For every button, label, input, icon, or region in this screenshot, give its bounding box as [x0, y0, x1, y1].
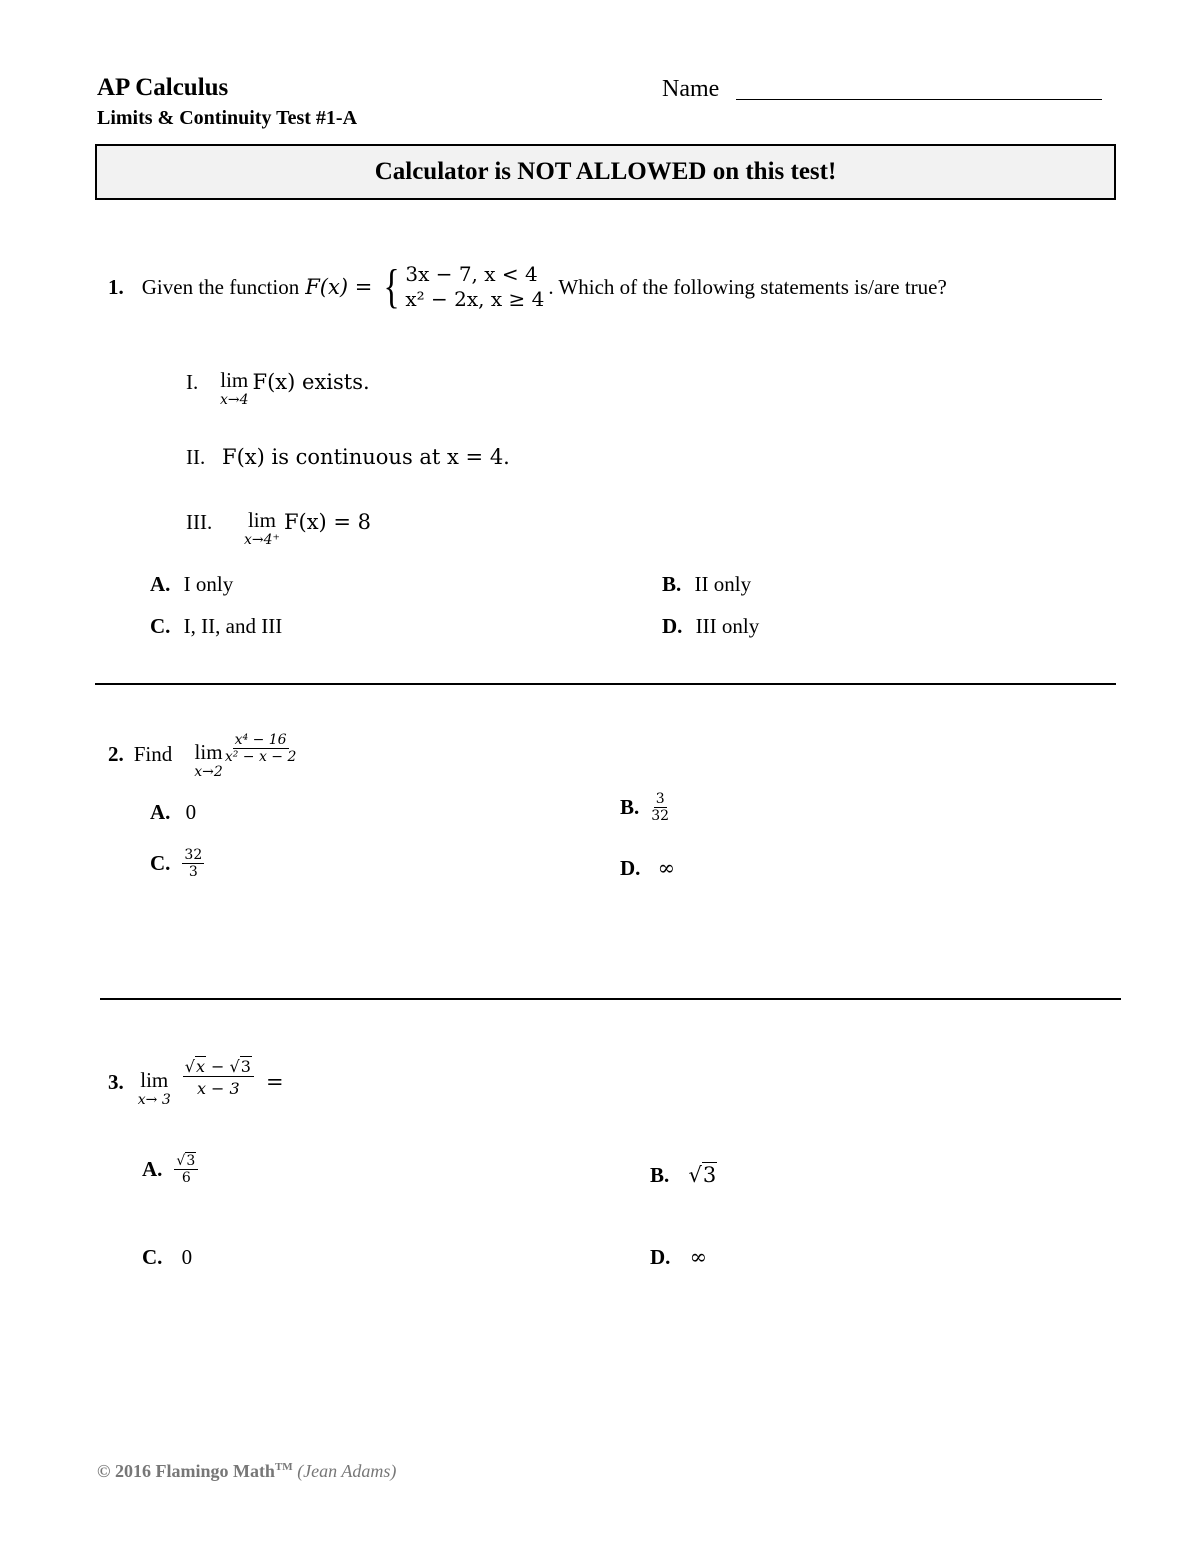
choice-fraction [174, 1153, 198, 1186]
limit-operator [138, 1070, 171, 1107]
q1-choice-b[interactable] [662, 572, 751, 597]
q3-choice-a[interactable] [142, 1153, 198, 1186]
numerator: √3 [174, 1153, 198, 1170]
q1-prompt-start: Given the function [141, 274, 300, 299]
question-1 [108, 262, 947, 312]
question-3 [108, 1058, 284, 1107]
calculator-banner: Calculator is NOT ALLOWED on this test! [95, 144, 1116, 200]
choice-letter: D. [620, 856, 641, 880]
q3-fraction [183, 1058, 254, 1099]
radicand: 3 [240, 1057, 251, 1076]
question-2 [108, 732, 298, 779]
q3-choice-c[interactable] [142, 1245, 192, 1270]
choice-text: ∞ [657, 856, 676, 880]
q3-choice-b[interactable]: B. √3 [650, 1163, 717, 1187]
statement-2 [186, 445, 510, 470]
choice-fraction [649, 791, 671, 824]
denominator: 32 [651, 808, 670, 825]
choice-letter: B. [650, 1163, 670, 1187]
piecewise-function [380, 262, 544, 312]
choice-letter: C. [150, 851, 171, 876]
choice-letter: A. [142, 1157, 163, 1182]
test-subtitle: Limits & Continuity Test #1-A [97, 107, 358, 129]
choice-text: 0 [185, 800, 197, 824]
choice-text: I only [183, 572, 234, 596]
name-field-line[interactable] [736, 99, 1102, 100]
choice-text: ∞ [689, 1245, 708, 1269]
q1-choice-d[interactable] [662, 614, 759, 639]
numerator: x⁴ − 16 [234, 732, 287, 748]
statement-1 [186, 370, 370, 407]
denominator: 3 [188, 864, 198, 881]
choice-letter: B. [662, 572, 682, 596]
q1-choice-c[interactable] [150, 614, 282, 639]
radicand: 3 [702, 1163, 717, 1187]
author: (Jean Adams) [297, 1461, 397, 1481]
q2-prompt: Find [133, 742, 173, 766]
choice-text: II only [694, 572, 752, 596]
q1-function-name: F(x) = [305, 275, 373, 299]
case-1: 3x − 7, x < 4 [405, 262, 538, 286]
trademark: TM [274, 1461, 293, 1473]
q2-choice-a[interactable] [150, 800, 196, 825]
roman-numeral: II. [186, 445, 206, 469]
lim-subscript: x→4 [220, 392, 249, 408]
lim-label: lim [220, 368, 249, 392]
choice-text: III only [695, 614, 760, 638]
choice-letter: C. [142, 1245, 163, 1269]
choice-letter: A. [150, 800, 171, 824]
lim-label: lim [247, 508, 276, 532]
radicand: x [195, 1057, 205, 1076]
limit-operator [244, 510, 280, 547]
question-number: 3. [108, 1070, 124, 1094]
q3-choice-d[interactable] [650, 1245, 707, 1270]
choice-text: 0 [181, 1245, 193, 1269]
radicand: 3 [186, 1153, 196, 1169]
q2-choice-d[interactable] [620, 856, 675, 881]
copyright-text: © 2016 Flamingo Math [97, 1461, 275, 1481]
q2-choice-c[interactable] [150, 847, 204, 880]
lim-subscript: x→2 [194, 764, 223, 780]
choice-letter: C. [150, 614, 171, 638]
left-brace: { [383, 260, 400, 313]
limit-operator [220, 370, 249, 407]
question-number: 1. [108, 274, 124, 299]
choice-letter: A. [150, 572, 171, 596]
denominator: 6 [181, 1170, 191, 1187]
choice-fraction [182, 847, 204, 880]
divider [100, 998, 1121, 1000]
lim-subscript: x→ 3 [137, 1092, 171, 1108]
case-2: x² − 2x, x ≥ 4 [405, 287, 545, 311]
statement-text: F(x) is continuous at x = 4. [222, 445, 510, 469]
choice-letter: B. [620, 795, 640, 820]
choice-letter: D. [650, 1245, 671, 1269]
roman-numeral: III. [186, 510, 213, 534]
statement-3 [186, 510, 371, 547]
denominator: x − 3 [196, 1079, 240, 1099]
limit-operator [194, 742, 223, 779]
numerator: 32 [184, 847, 203, 863]
statement-text: F(x) = 8 [283, 510, 372, 534]
equals-sign: = [265, 1070, 284, 1094]
name-label: Name [662, 76, 720, 102]
roman-numeral: I. [186, 370, 199, 394]
statement-text: F(x) exists. [252, 370, 370, 394]
lim-subscript: x→4⁺ [244, 532, 280, 548]
q1-prompt-end: . Which of the following statements is/are true? [548, 274, 947, 299]
denominator: x² − x − 2 [224, 749, 297, 766]
q2-fraction [223, 732, 299, 765]
q1-choice-a[interactable] [150, 572, 233, 597]
numerator: 3 [655, 791, 665, 807]
question-number: 2. [108, 742, 124, 766]
choice-text: I, II, and III [183, 614, 283, 638]
course-title: AP Calculus [97, 74, 229, 101]
numerator: √x − √3 [183, 1058, 254, 1077]
lim-label: lim [140, 1068, 169, 1092]
lim-label: lim [194, 740, 223, 764]
q2-choice-b[interactable] [620, 791, 671, 824]
divider [95, 683, 1116, 685]
choice-letter: D. [662, 614, 683, 638]
copyright-footer [97, 1461, 396, 1482]
